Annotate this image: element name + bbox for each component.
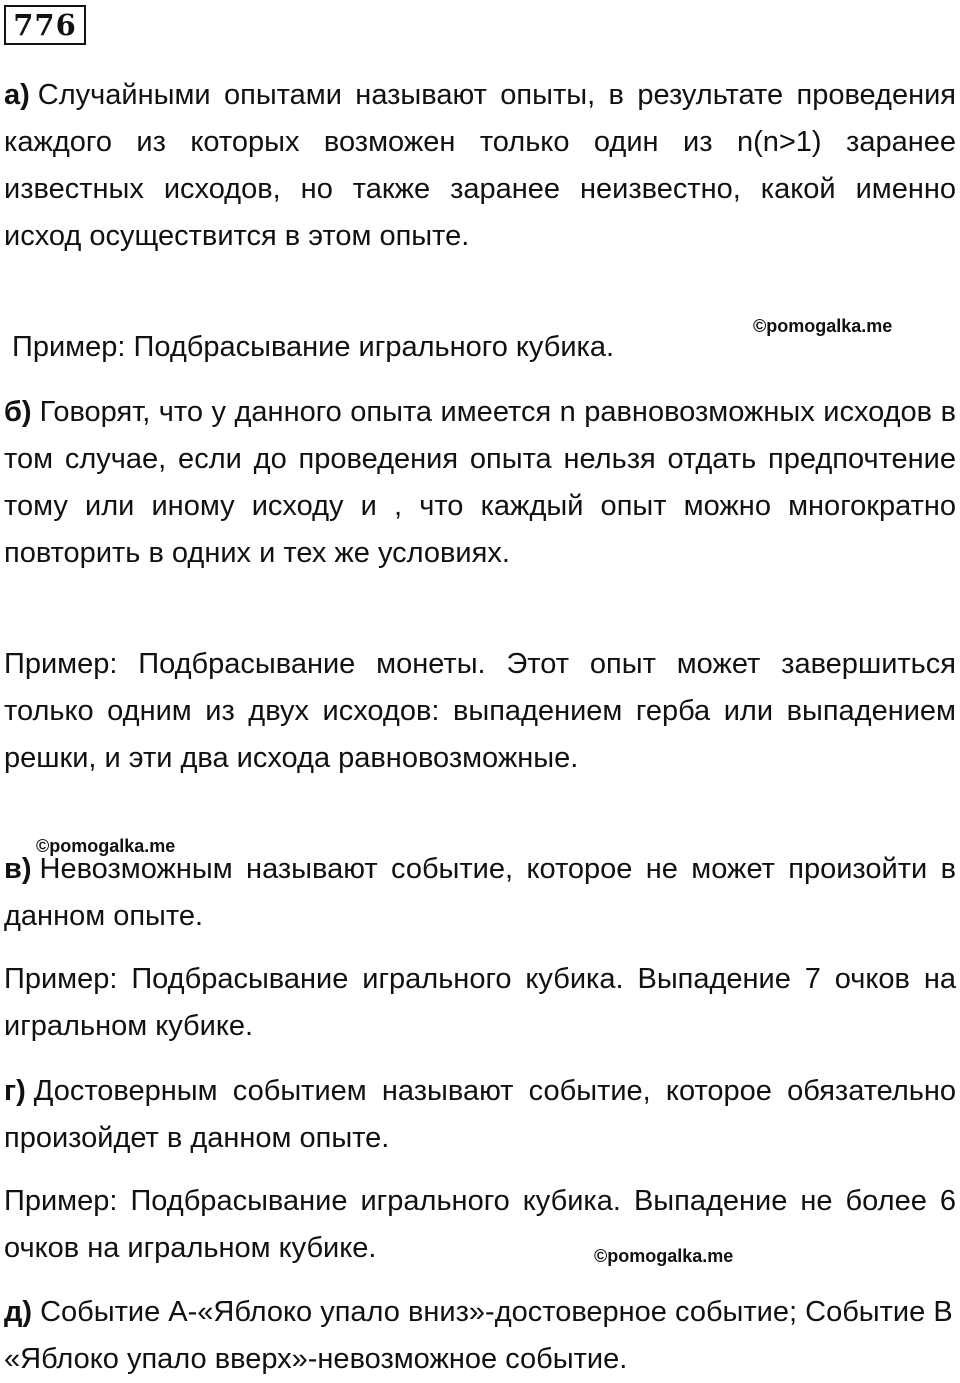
section-a bbox=[4, 72, 956, 260]
section-b-example: Пример: Подбрасывание монеты. Этот опыт может завершиться только одним из двух исходов: выпадением герба или выпадением решки, и эти два исхода равновозможные. bbox=[4, 648, 956, 774]
section-v-example: Пример: Подбрасывание игрального кубика. Выпадение 7 очков на игральном кубике. bbox=[4, 963, 956, 1042]
watermark: ©pomogalka.me bbox=[36, 836, 176, 856]
section-b-text: Говорят, что у данного опыта имеется n равновозможных исходов в том случае, если до проведения опыта нельзя отдать предпочтение тому или иному исходу и , что каждый опыт можно многократно повторить в одних и тех же условиях. bbox=[4, 396, 956, 569]
watermark: ©pomogalka.me bbox=[594, 1246, 734, 1266]
section-v-text: Невозможным называют событие, которое не может произойти в данном опыте. bbox=[4, 853, 956, 932]
section-v-label: в) bbox=[4, 853, 32, 885]
section-d bbox=[4, 1289, 956, 1383]
section-v bbox=[4, 846, 956, 940]
section-g-label: г) bbox=[4, 1075, 26, 1107]
task-number-box: 776 bbox=[4, 5, 86, 45]
section-a-label: а) bbox=[4, 79, 30, 111]
watermark: ©pomogalka.me bbox=[753, 316, 893, 336]
section-g bbox=[4, 1068, 956, 1162]
section-b bbox=[4, 389, 956, 577]
section-a-text: Случайными опытами называют опыты, в результате проведения каждого из которых возможен только один из n(n>1) заранее известных исходов, но также заранее неизвестно, какой именно исход осуществится в этом опыте. bbox=[4, 79, 956, 252]
section-d-text: Событие А-«Яблоко упало вниз»-достоверное событие; Событие В «Яблоко упало вверх»-невозможное событие. bbox=[4, 1296, 953, 1375]
section-g-text: Достоверным событием называют событие, которое обязательно произойдет в данном опыте. bbox=[4, 1075, 956, 1154]
section-b-label: б) bbox=[4, 396, 32, 428]
section-g-example: Пример: Подбрасывание игрального кубика. Выпадение не более 6 очков на игральном кубике. bbox=[4, 1185, 956, 1264]
section-d-label: д) bbox=[4, 1296, 33, 1328]
section-a-example: Пример: Подбрасывание игрального кубика. bbox=[12, 331, 615, 363]
